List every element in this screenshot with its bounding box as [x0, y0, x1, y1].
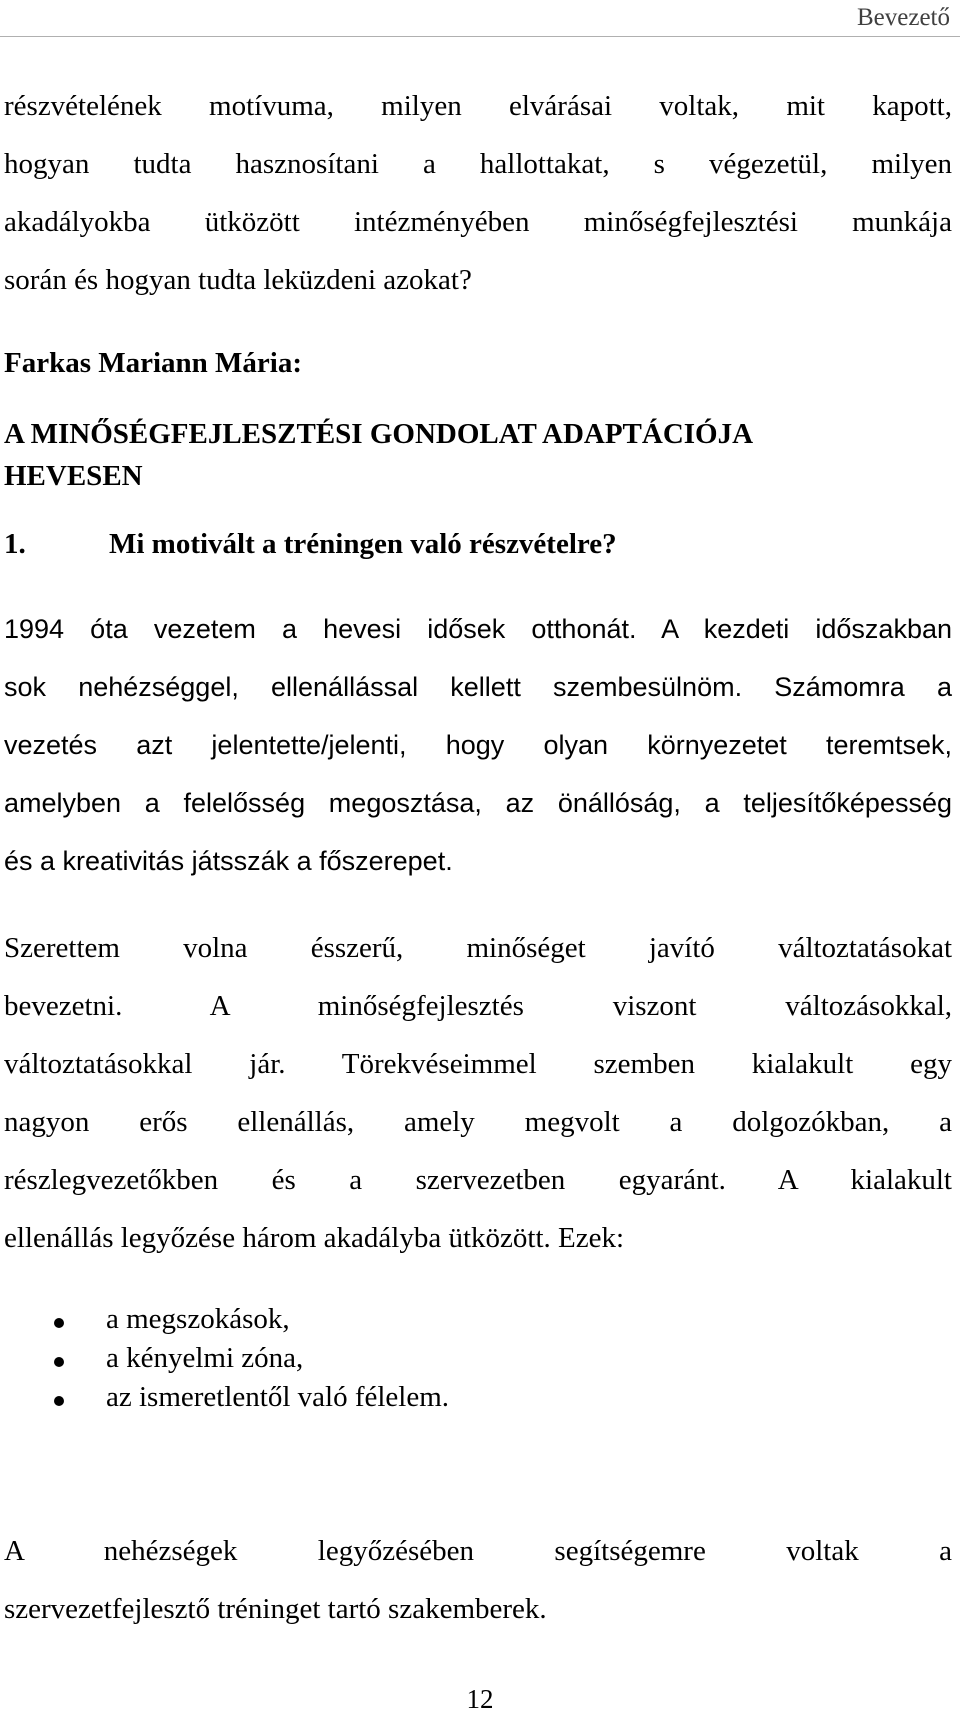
bullet-text: az ismeretlentől való félelem. — [106, 1381, 450, 1413]
paragraph-line: bevezetni. A minőségfejlesztés viszont változásokkal, — [4, 990, 952, 1022]
paragraph-line: amelyben a felelősség megosztása, az önállóság, a teljesítőképesség — [4, 788, 952, 818]
page-number: 12 — [466, 1684, 494, 1714]
bullet-icon — [54, 1396, 64, 1406]
intro-line: hogyan tudta hasznosítani a hallottakat, s végezetül, milyen — [4, 148, 952, 180]
article-title-line: HEVESEN — [4, 460, 143, 492]
bullet-icon — [54, 1357, 64, 1367]
bullet-text: a kényelmi zóna, — [106, 1342, 304, 1374]
paragraph-line: 1994 óta vezetem a hevesi idősek otthonát. A kezdeti időszakban — [4, 614, 952, 644]
section-number: 1. — [4, 528, 26, 560]
author-name: Farkas Mariann Mária: — [4, 347, 303, 379]
paragraph-line: változtatásokkal jár. Törekvéseimmel szemben kialakult egy — [4, 1048, 952, 1080]
intro-line: akadályokba ütközött intézményében minőségfejlesztési munkája — [4, 206, 952, 238]
running-header — [0, 0, 960, 37]
intro-line: részvételének motívuma, milyen elvárásai voltak, mit kapott, — [4, 90, 952, 122]
paragraph-line: nagyon erős ellenállás, amely megvolt a dolgozókban, a — [4, 1106, 952, 1138]
paragraph-line: sok nehézséggel, ellenállással kellett szembesülnöm. Számomra a — [4, 672, 952, 702]
bullet-icon — [54, 1318, 64, 1328]
intro-line: során és hogyan tudta leküzdeni azokat? — [4, 264, 472, 296]
header-title: Bevezető — [856, 4, 950, 31]
paragraph-line: szervezetfejlesztő tréninget tartó szakemberek. — [4, 1593, 547, 1625]
paragraph-line: részlegvezetőkben és a szervezetben egyaránt. A kialakult — [4, 1164, 952, 1196]
section-title: Mi motivált a tréningen való részvételre? — [109, 528, 617, 560]
paragraph-line: A nehézségek legyőzésében segítségemre voltak a — [4, 1535, 952, 1567]
paragraph-line: Szerettem volna ésszerű, minőséget javító változtatásokat — [4, 932, 952, 964]
paragraph-line: vezetés azt jelentette/jelenti, hogy olyan környezetet teremtsek, — [4, 730, 952, 760]
article-title-line: A MINŐSÉGFEJLESZTÉSI GONDOLAT ADAPTÁCIÓJA — [4, 418, 754, 450]
bullet-text: a megszokások, — [106, 1303, 290, 1335]
paragraph-line: és a kreativitás játsszák a főszerepet. — [4, 846, 453, 876]
section-heading — [4, 528, 617, 561]
paragraph-line: ellenállás legyőzése három akadályba ütközött. Ezek: — [4, 1222, 625, 1254]
